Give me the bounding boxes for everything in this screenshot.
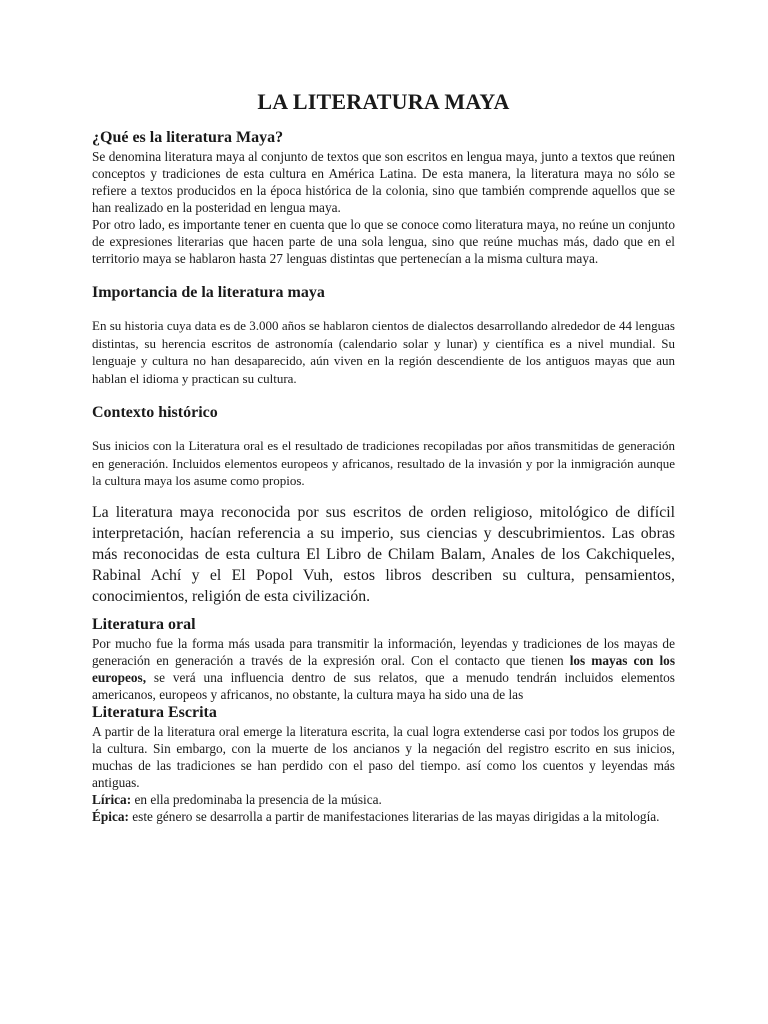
paragraph-importancia: En su historia cuya data es de 3.000 años se hablaron cientos de dialectos desarrollando alrededor de 44 lenguas distintas, su herencia escritos de astronomía (calendario solar y lunar) y científica es a nivel mundial. Su lenguaje y cultura no han desaparecido, aún viven en la región descendiente de los antiguos mayas que aun hablan el idioma y practican su cultura. [92, 318, 675, 386]
heading-que-es: ¿Qué es la literatura Maya? [92, 129, 284, 146]
paragraph-lirica [92, 791, 675, 808]
oral-text-bold: los mayas con los europeos, [92, 652, 675, 685]
paragraph-contexto-2: La literatura maya reconocida por sus escritos de orden religioso, mitológico de difícil interpretación, hacían referencia a su imperio, sus ciencias y descubrimientos. Las obras más reconocidas de esta cultura El Libro de Chilam Balam, Anales de los Cakchiqueles, Rabinal Achí y el El Popol Vuh, estos libros describen su cultura, pensamientos, conocimientos, religión de esta civilización. [92, 503, 675, 605]
oral-text-end: se verá una influencia dentro de sus relatos, que a menudo tendrán incluidos elementos americanos, europeos y africanos, no obstante, la cultura maya ha sido una de las [92, 669, 675, 702]
heading-literatura-oral: Literatura oral [92, 615, 196, 633]
lirica-label: Lírica: [92, 791, 132, 807]
paragraph-contexto-1: Sus inicios con la Literatura oral es el resultado de tradiciones recopiladas por años transmitidas de generación en generación. Incluidos elementos europeos y africanos, resultado de la invasión y por la inmigración aunque la cultura maya los asume como propios. [92, 438, 675, 488]
paragraph-literatura-escrita: A partir de la literatura oral emerge la literatura escrita, la cual logra extenderse casi por todos los grupos de la cultura. Sin embargo, con la muerte de los ancianos y la negación del registro escrito en sus inicios, muchas de las tradiciones se han perdido con el paso del tiempo. así como los cuentos y leyendas más antiguas. [92, 723, 675, 790]
paragraph-que-es-1: Se denomina literatura maya al conjunto de textos que son escritos en lengua maya, junto a textos que reúnen conceptos y tradiciones de esta cultura en América Latina. De esta manera, la literatura maya no sólo se refiere a textos producidos en la época histórica de la colonia, sino que también comprende aquellos que se han realizado en la posteridad en lengua maya. [92, 149, 675, 215]
heading-literatura-escrita: Literatura Escrita [92, 703, 217, 721]
document-page [92, 88, 675, 825]
epica-text: este género se desarrolla a partir de manifestaciones literarias de las mayas dirigidas a la mitología. [128, 808, 660, 824]
heading-contexto: Contexto histórico [92, 404, 218, 421]
heading-importancia: Importancia de la literatura maya [92, 284, 325, 301]
epica-label: Épica: [92, 808, 129, 824]
paragraph-literatura-oral [92, 635, 675, 703]
page-title: LA LITERATURA MAYA [257, 89, 510, 114]
paragraph-que-es-2: Por otro lado, es importante tener en cuenta que lo que se conoce como literatura maya, no reúne un conjunto de expresiones literarias que hacen parte de una sola lengua, sino que reúne muchas más, dado que en el territorio maya se hablaron hasta 27 lenguas distintas que pertenecían a la misma cultura maya. [92, 217, 675, 266]
paragraph-epica [92, 808, 675, 825]
oral-text-start: Por mucho fue la forma más usada para transmitir la información, leyendas y tradiciones de los mayas de generación en generación a través de la expresión oral. Con el contacto que tienen [92, 635, 675, 668]
lirica-text: en ella predominaba la presencia de la música. [131, 791, 382, 807]
